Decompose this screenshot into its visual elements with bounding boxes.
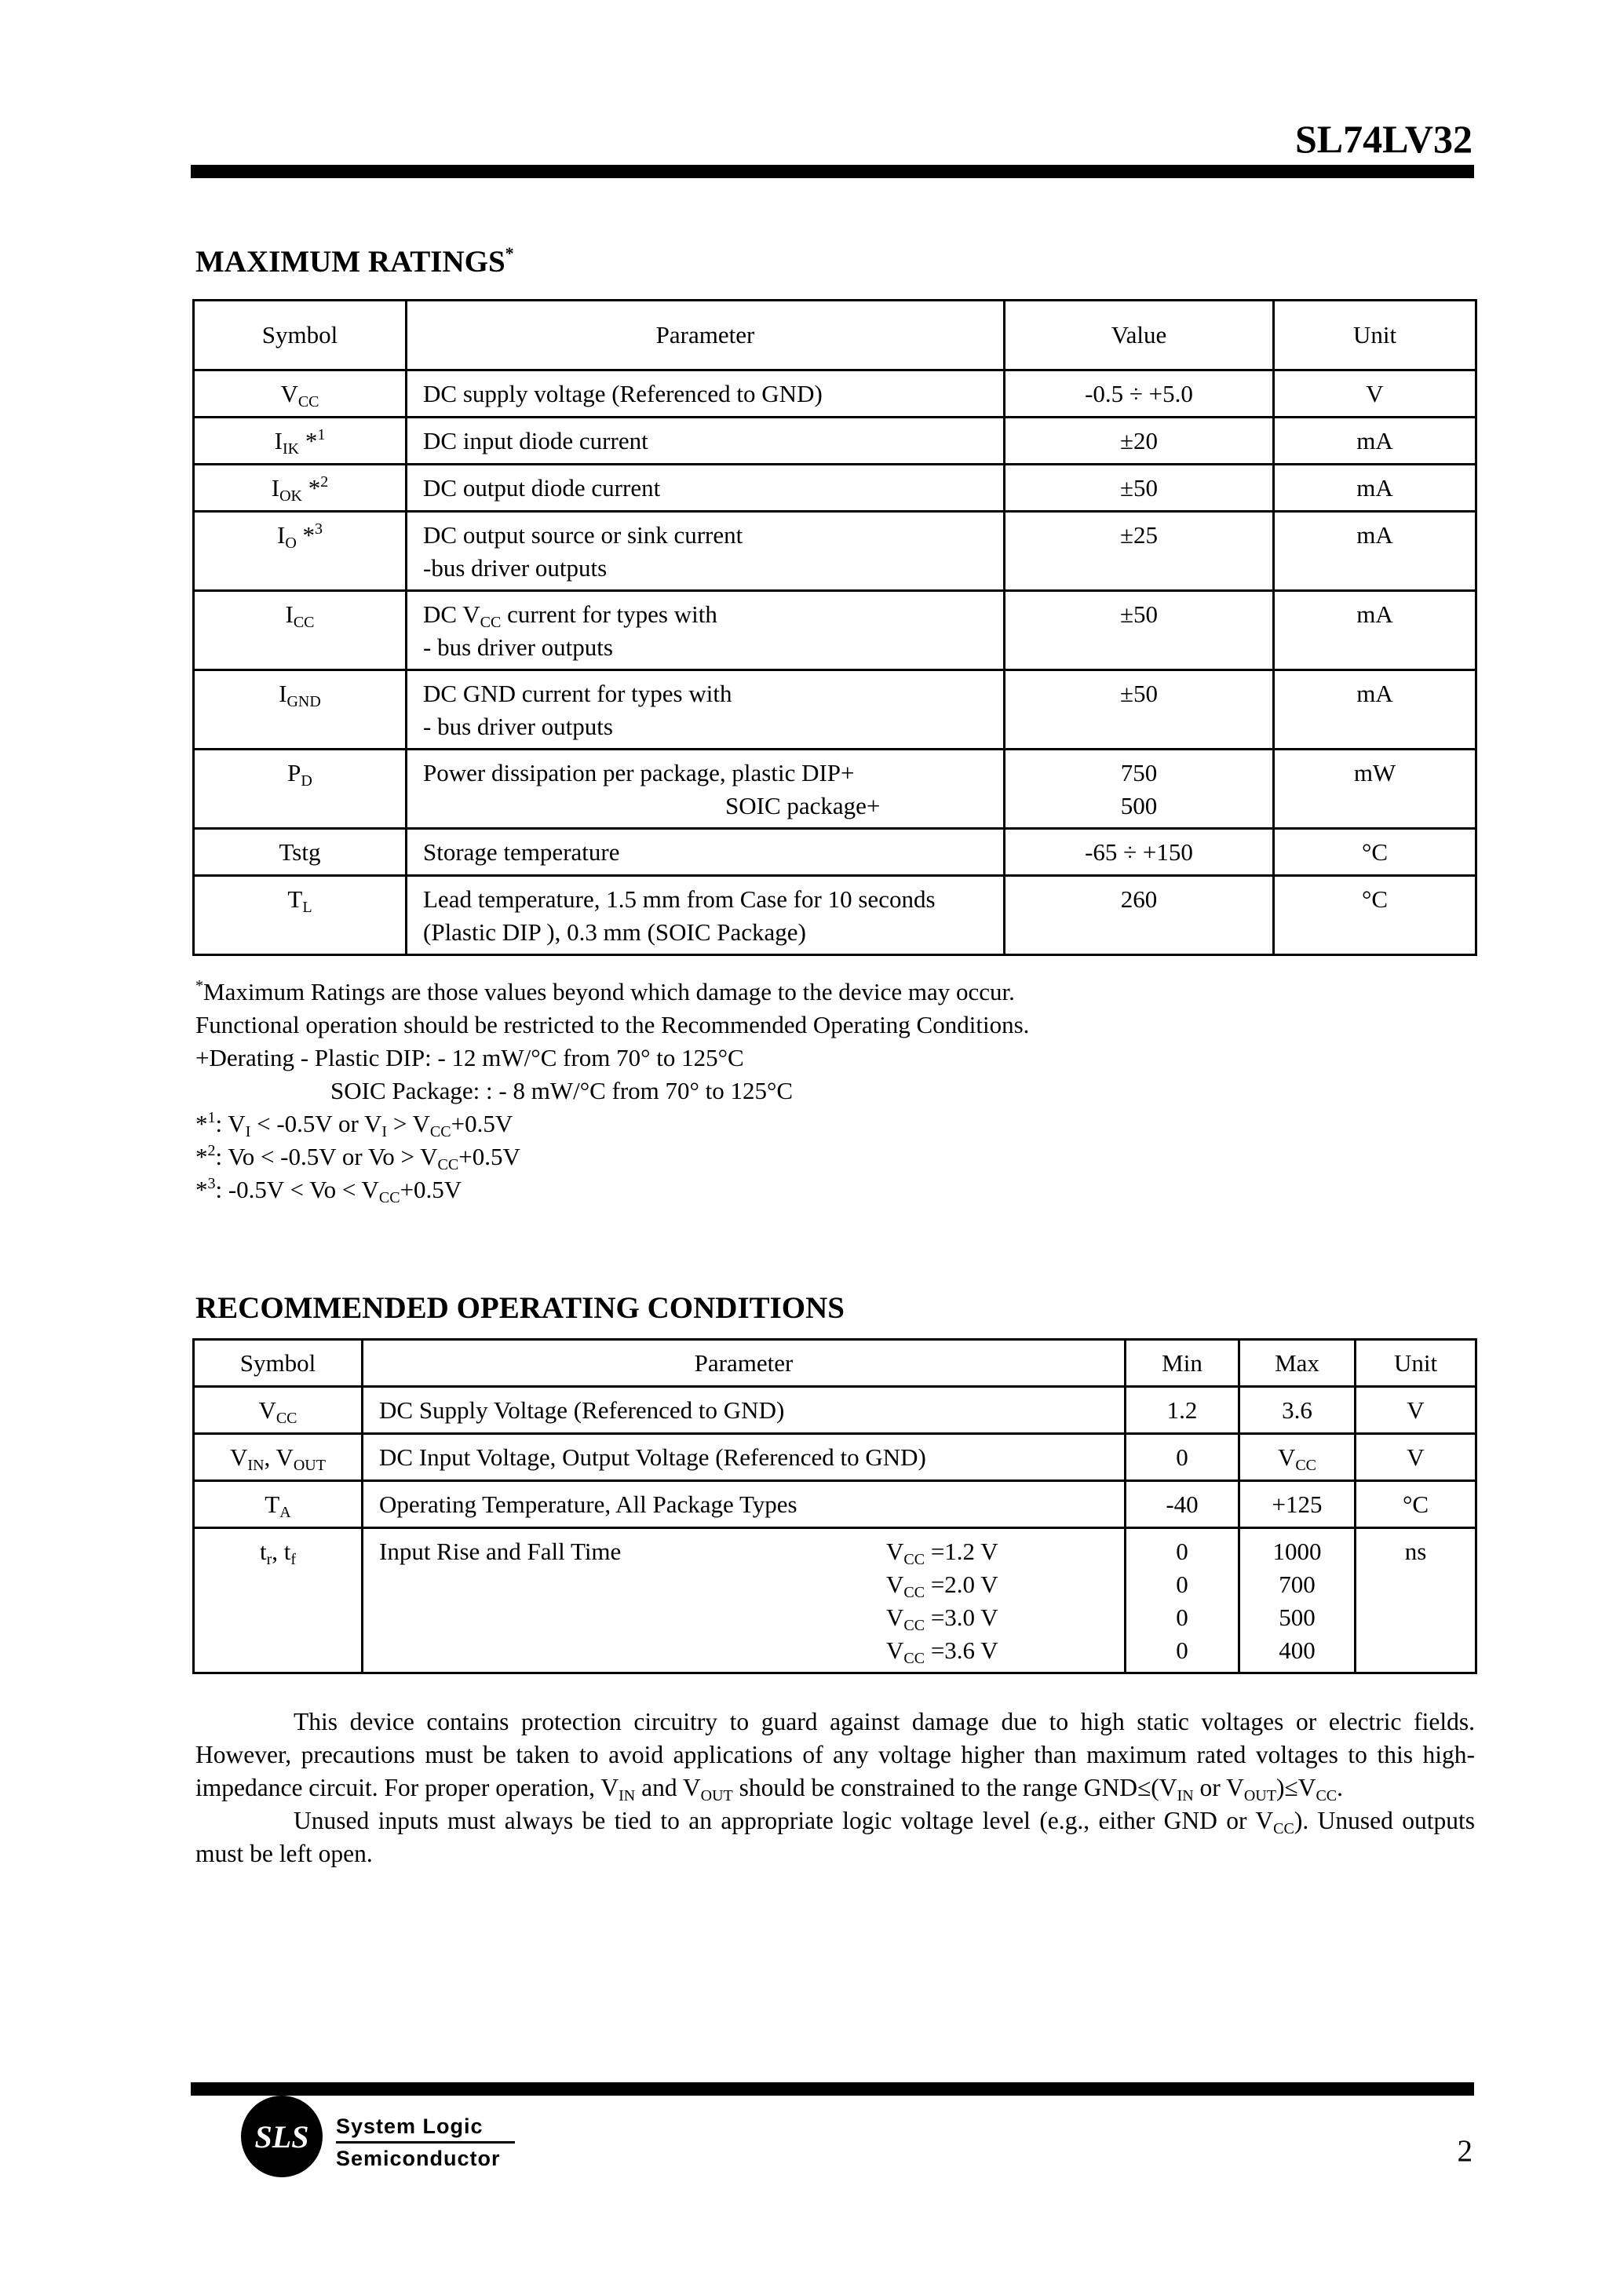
note-line: *Maximum Ratings are those values beyond which damage to the device may occur.	[195, 977, 1015, 1005]
unit-cell: mA	[1274, 512, 1476, 591]
col-header-min: Min	[1126, 1340, 1239, 1387]
min-cell: 0	[1126, 1434, 1239, 1481]
parameter-cell: Power dissipation per package, plastic DIP+ SOIC package+	[407, 750, 1005, 829]
unit-cell: mA	[1274, 591, 1476, 670]
symbol-cell: $I_{OK}$ *$^2$	[194, 465, 407, 512]
parameter-cell: Storage temperature	[407, 829, 1005, 876]
col-header-symbol: Symbol	[194, 1340, 363, 1387]
page-number: 2	[1457, 2134, 1473, 2168]
max-ratings-notes	[195, 976, 1029, 1206]
unit-cell: mA	[1274, 465, 1476, 512]
col-header-unit: Unit	[1274, 301, 1476, 370]
max-cell: 3.6	[1239, 1387, 1356, 1434]
unit-cell: mA	[1274, 418, 1476, 465]
symbol-cell: $V_{CC}$	[194, 370, 407, 418]
table-header-row	[194, 301, 1476, 370]
company-logo: SLS	[241, 2096, 323, 2177]
vcc-conditions: $V_{CC} =1.2$ V $V_{CC} =2.0$ V $V_{CC} =3.0$ V $V_{CC} =3.6$ V	[886, 1538, 998, 1667]
parameter-cell: Operating Temperature, All Package Types	[363, 1481, 1126, 1528]
parameter-cell: DC Supply Voltage (Referenced to GND)	[363, 1387, 1126, 1434]
value-cell: ±50	[1005, 465, 1274, 512]
value-cell: -0.5 ÷ +5.0	[1005, 370, 1274, 418]
description-text	[195, 1706, 1475, 1870]
table-row	[194, 370, 1476, 418]
value-cell: ±50	[1005, 591, 1274, 670]
table-row	[194, 1387, 1476, 1434]
table-row	[194, 1528, 1476, 1673]
note-line: SOIC Package: : - 8 mW/°C from 70° to 125°C	[330, 1077, 794, 1104]
max-cell: 1000 700 500 400	[1239, 1528, 1356, 1673]
symbol-cell: $I_{GND}$	[194, 670, 407, 750]
table-header-row	[194, 1340, 1476, 1387]
value-cell: ±20	[1005, 418, 1274, 465]
note-line: +Derating - Plastic DIP: - 12 mW/°C from 70° to 125°C	[195, 1044, 744, 1071]
unit-cell: V	[1356, 1387, 1476, 1434]
table-row	[194, 418, 1476, 465]
min-cell: 0 0 0 0	[1126, 1528, 1239, 1673]
paragraph-protection: This device contains protection circuitry to guard against damage due to high static voltages or electric fields. However, precautions must be taken to avoid applications of any voltage higher than maximum rated voltages to this high-impedance circuit. For proper operation, $V_{IN}$ and $V_{OUT}$ should be constrained to the range $GND\le(V_{IN}$ or $V_{OUT})\le V_{CC}$.	[195, 1708, 1475, 1804]
parameter-cell: DC input diode current	[407, 418, 1005, 465]
parameter-cell: DC output diode current	[407, 465, 1005, 512]
footer-rule	[191, 2082, 1474, 2096]
max-cell: $V_{CC}$	[1239, 1434, 1356, 1481]
col-header-value: Value	[1005, 301, 1274, 370]
company-name	[336, 2111, 515, 2173]
col-header-parameter: Parameter	[407, 301, 1005, 370]
symbol-cell: $I_{IK}$ *$^1$	[194, 418, 407, 465]
unit-cell: V	[1274, 370, 1476, 418]
table-row	[194, 1434, 1476, 1481]
unit-cell: mA	[1274, 670, 1476, 750]
company-line-1: System Logic	[336, 2111, 515, 2144]
unit-cell: °C	[1274, 829, 1476, 876]
symbol-cell: $V_{IN}$, $V_{OUT}$	[194, 1434, 363, 1481]
symbol-cell: $P_D$	[194, 750, 407, 829]
symbol-cell: $t_r$, $t_f$	[194, 1528, 363, 1673]
parameter-cell: Lead temperature, 1.5 mm from Case for 10 seconds (Plastic DIP ), 0.3 mm (SOIC Package)	[407, 876, 1005, 955]
symbol-cell: $I_O$ *$^3$	[194, 512, 407, 591]
value-cell: 750 500	[1005, 750, 1274, 829]
table-row	[194, 670, 1476, 750]
parameter-cell	[363, 1528, 1126, 1673]
table-row	[194, 876, 1476, 955]
rise-fall-label: Input Rise and Fall Time	[379, 1538, 622, 1565]
max-ratings-table	[192, 299, 1477, 956]
value-cell: ±50	[1005, 670, 1274, 750]
header-rule	[191, 165, 1474, 178]
symbol-cell: Tstg	[194, 829, 407, 876]
max-cell: +125	[1239, 1481, 1356, 1528]
table-row	[194, 829, 1476, 876]
col-header-unit: Unit	[1356, 1340, 1476, 1387]
table-row	[194, 465, 1476, 512]
value-cell: 260	[1005, 876, 1274, 955]
col-header-max: Max	[1239, 1340, 1356, 1387]
footnote-1: *$^1$: $V_I < -0.5V$ or $V_I > V_{CC}+0.5V$	[195, 1109, 513, 1140]
unit-cell: mW	[1274, 750, 1476, 829]
min-cell: 1.2	[1126, 1387, 1239, 1434]
symbol-cell: $I_{CC}$	[194, 591, 407, 670]
value-cell: ±25	[1005, 512, 1274, 591]
table-row	[194, 512, 1476, 591]
rec-conditions-table	[192, 1338, 1477, 1674]
min-cell: -40	[1126, 1481, 1239, 1528]
document-title: SL74LV32	[1294, 117, 1473, 161]
parameter-cell: DC Input Voltage, Output Voltage (Referenced to GND)	[363, 1434, 1126, 1481]
table-row	[194, 591, 1476, 670]
symbol-cell: $T_L$	[194, 876, 407, 955]
value-cell: -65 ÷ +150	[1005, 829, 1274, 876]
rec-conditions-title: RECOMMENDED OPERATING CONDITIONS	[195, 1291, 845, 1325]
symbol-cell: $V_{CC}$	[194, 1387, 363, 1434]
footnote-2: *$^2$: Vo < -0.5V or $Vo > V_{CC}+0.5V$	[195, 1142, 520, 1173]
table-row	[194, 1481, 1476, 1528]
parameter-cell: DC GND current for types with - bus driver outputs	[407, 670, 1005, 750]
note-line: Functional operation should be restricted to the Recommended Operating Conditions.	[195, 1011, 1030, 1038]
footnote-3: *$^3$: $-0.5V < Vo < V_{CC}+0.5V$	[195, 1175, 462, 1206]
parameter-cell: DC $V_{CC}$ current for types with - bus driver outputs	[407, 591, 1005, 670]
parameter-cell: DC supply voltage (Referenced to GND)	[407, 370, 1005, 418]
col-header-parameter: Parameter	[363, 1340, 1126, 1387]
unit-cell: °C	[1274, 876, 1476, 955]
max-ratings-title: MAXIMUM RATINGS*	[195, 243, 514, 279]
unit-cell: °C	[1356, 1481, 1476, 1528]
parameter-cell: DC output source or sink current -bus driver outputs	[407, 512, 1005, 591]
table-row	[194, 750, 1476, 829]
paragraph-unused-inputs: Unused inputs must always be tied to an appropriate logic voltage level (e.g., either GND or $V_{CC}$). Unused outputs must be left open.	[195, 1807, 1475, 1867]
unit-cell: ns	[1356, 1528, 1476, 1673]
company-line-2: Semiconductor	[336, 2147, 501, 2170]
col-header-symbol: Symbol	[194, 301, 407, 370]
unit-cell: V	[1356, 1434, 1476, 1481]
symbol-cell: $T_A$	[194, 1481, 363, 1528]
